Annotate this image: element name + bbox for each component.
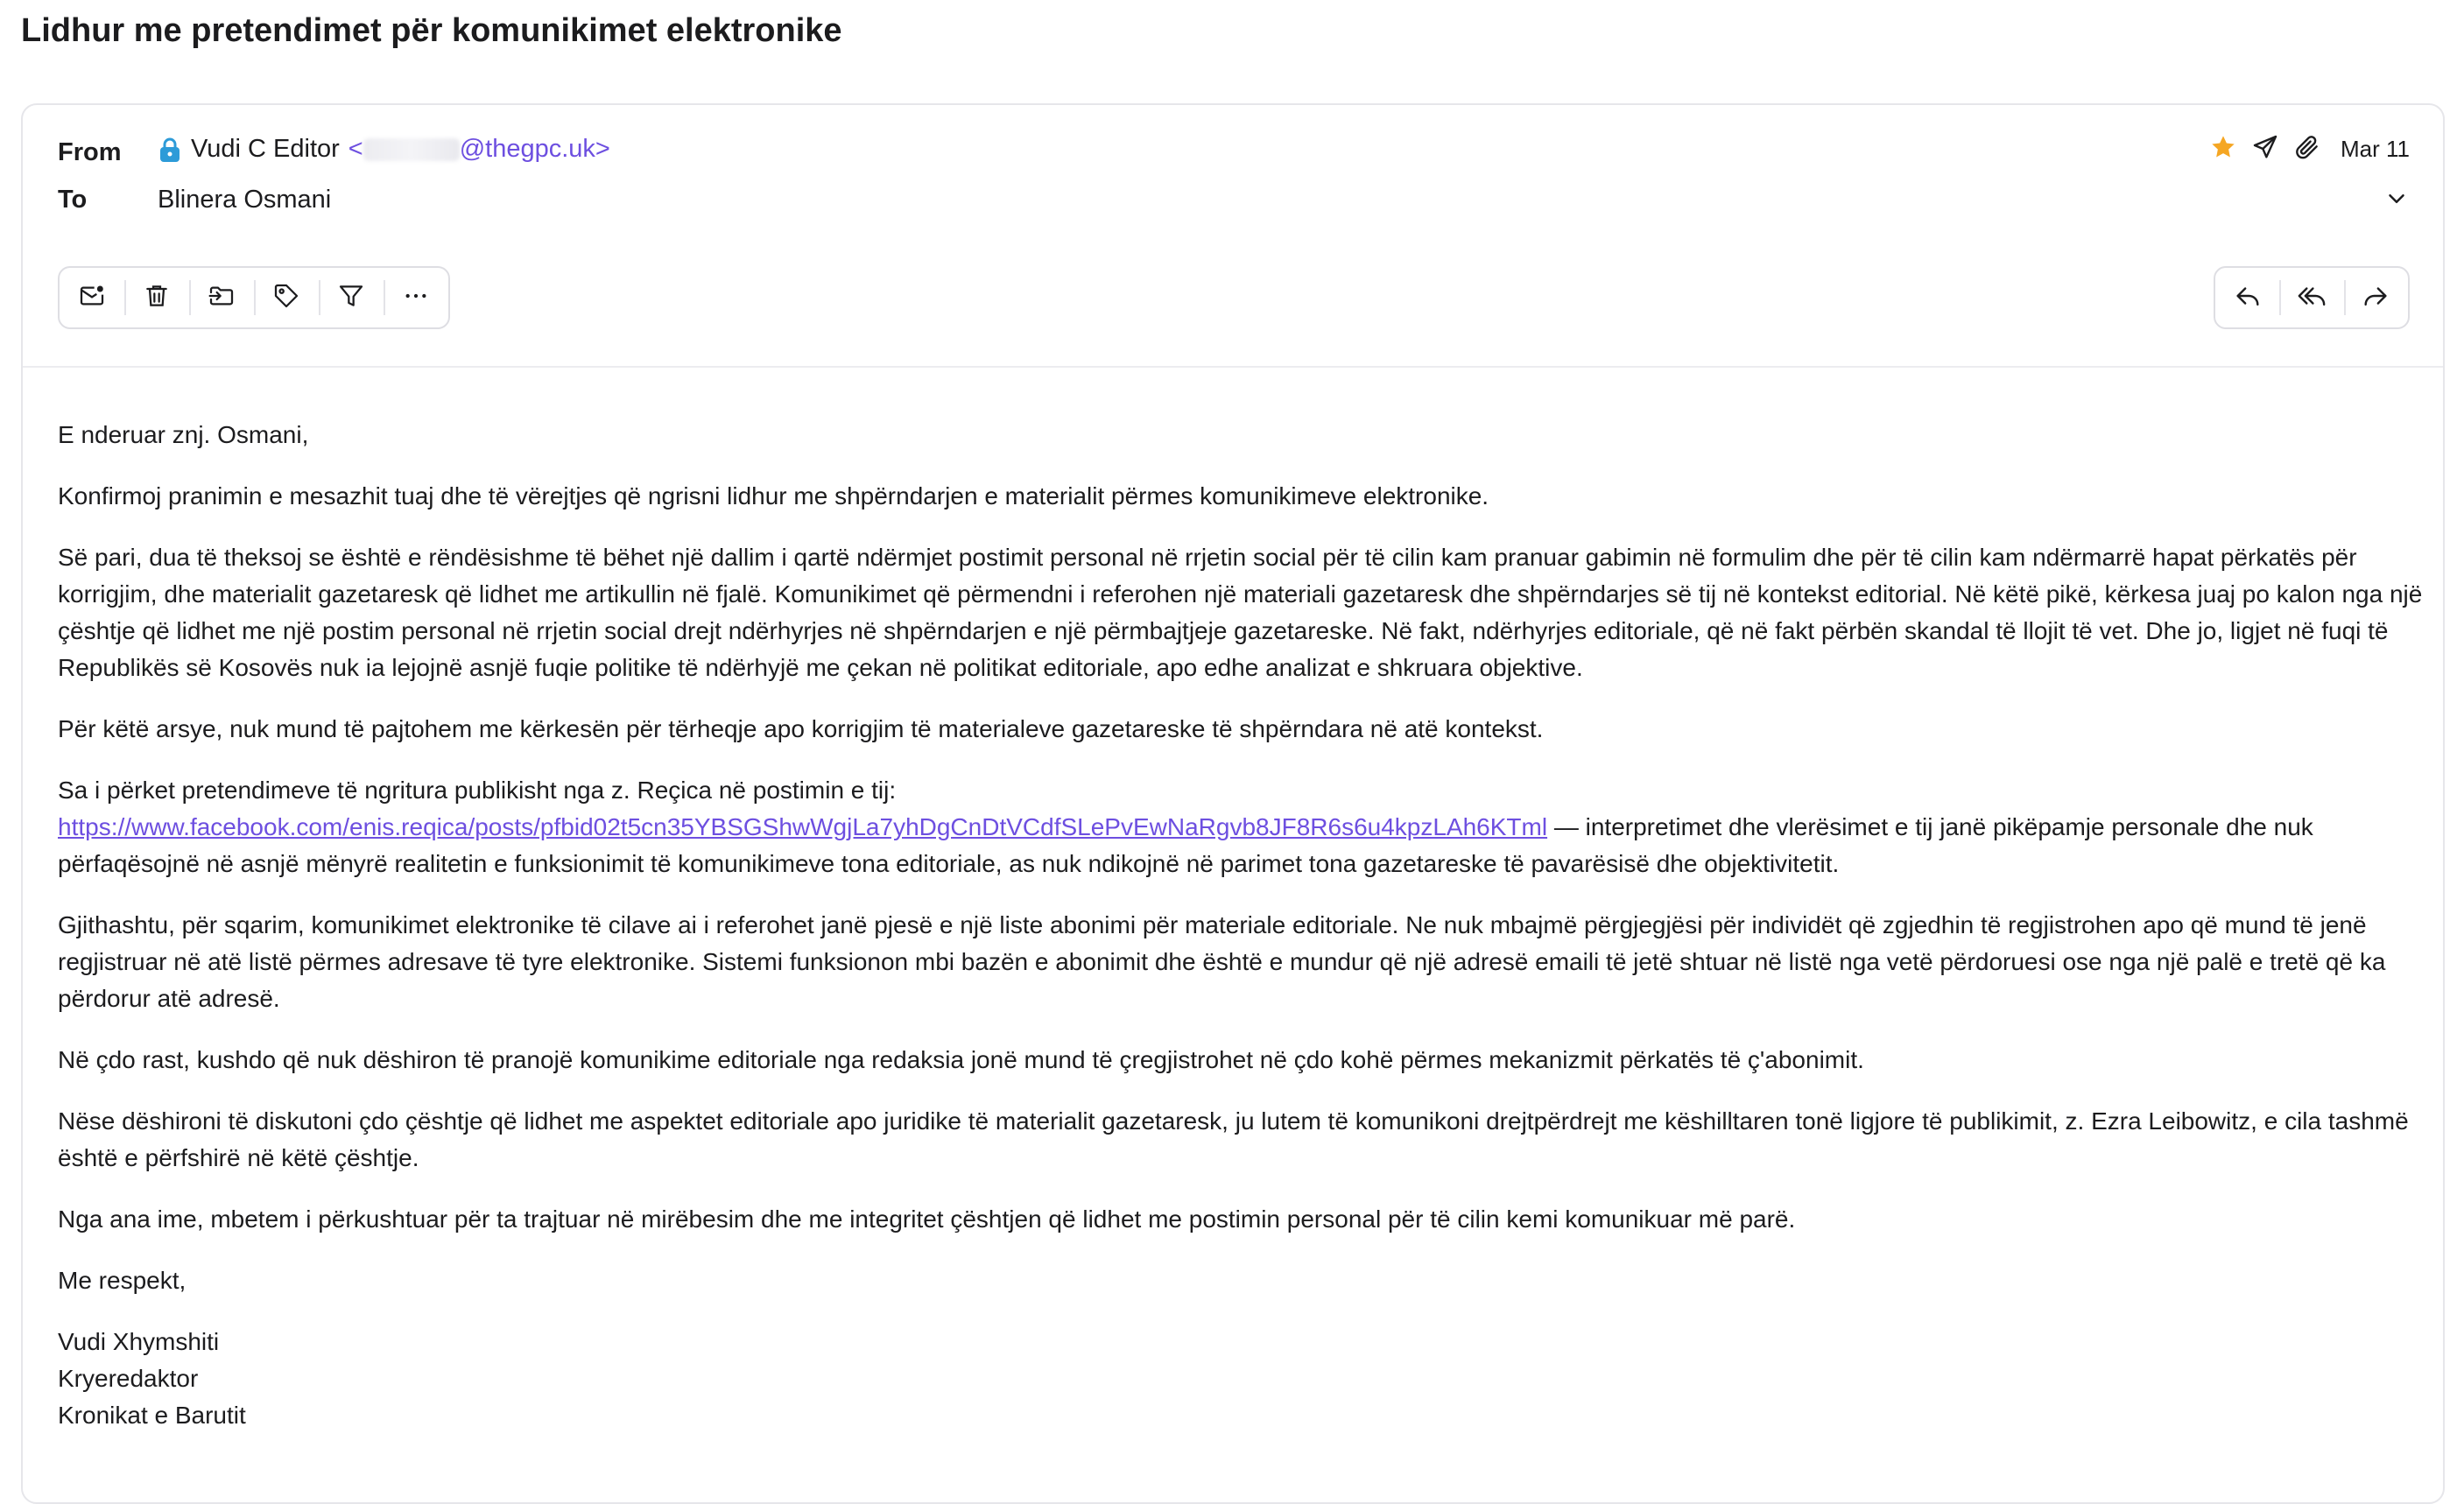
reply-all-button[interactable] [2279,268,2343,327]
message-date: Mar 11 [2341,136,2410,162]
paperclip-icon [2293,133,2321,165]
more-icon [402,282,430,314]
reply-all-icon [2297,281,2327,315]
send-icon [2251,133,2279,165]
sender[interactable] [158,135,610,164]
move-button[interactable] [189,268,254,327]
email-card [21,103,2445,1504]
email-subject: Lidhur me pretendimet për komunikimet elektronike [21,12,842,49]
from-label: From [58,138,122,166]
paragraph-4-rest: — interpretimet dhe vlerësimet e tij janë pikëpamje personale dhe nuk përfaqësojnë në asnjë mënyrë realitetin e funksionimit të komunikimeve tona editoriale, as nuk ndikojnë në parimet tona gazetareske të pavarësisë dhe objektivitetit. [58,813,2313,877]
move-icon [208,282,236,314]
sender-email-open: < [348,135,363,163]
sender-name: Vudi C Editor [191,135,340,163]
star-icon[interactable] [2209,133,2237,165]
sender-email[interactable] [348,135,610,164]
paragraph-6: Në çdo rast, kushdo që nuk dëshiron të pranojë komunikime editoriale nga redaksia jonë mund të çregjistrohet në çdo kohë përmes mekanizmit përkatës të ç'abonimit. [58,1046,1864,1073]
message-body [58,417,2431,1458]
chevron-down-icon[interactable] [2383,186,2410,216]
recipient-name[interactable]: Blinera Osmani [158,186,332,214]
tag-icon [272,282,300,314]
reply-toolbar [2214,266,2410,329]
facebook-post-link[interactable]: https://www.facebook.com/enis.reqica/posts/pfbid02t5cn35YBSGShwWgjLa7yhDgCnDtVCdfSLePvEwNaRgvb8JF8R6s6u4kpzLAh6KTml [58,813,1548,840]
greeting: E nderuar znj. Osmani, [58,421,309,448]
paragraph-7: Nëse dëshironi të diskutoni çdo çështje që lidhet me aspektet editoriale apo juridike të materialit gazetaresk, ju lutem të komunikoni drejtpërdrejt me këshilltaren tonë ligjore të publikimit, z. Ezra Leibowitz, e cila tashmë është e përfshirë në këtë çështje. [58,1107,2409,1171]
paragraph-3: Për këtë arsye, nuk mund të pajtohem me kërkesën për tërheqje apo korrigjim të materialeve gazetareske të shpërndara në atë kontekst. [58,715,1544,742]
message-status [2209,133,2410,165]
paragraph-2: Së pari, dua të theksoj se është e rëndësishme të bëhet një dallim i qartë ndërmjet postimit personal në rrjetin social për të cilin kam pranuar gabimin në formulim dhe për të cilin kam ndërmarrë hapat përkatës për korrigjim, dhe materialit gazetaresk që lidhet me artikullin në fjalë. Komunikimet që përmendni i referohen një materiali gazetaresk dhe shpërndarjes së tij në kontekst editorial. Në këtë pikë, kërkesa juaj po kalon nga një çështje që lidhet me një postim personal në rrjetin social drejt ndërhyrjes në shpërndarjen e një përmbajtjeje gazetareske. Në fakt, ndërhyrjes editoriale, që në fakt përbën skandal të llojit të vet. Dhe jo, ligjet në fuqi të Republikës së Kosovës nuk ia lejojnë asnjë fuqie politike të ndërhyjë me çekan në politikat editoriale, apo edhe analizat e shkruara objektive. [58,544,2423,681]
more-button[interactable] [384,268,448,327]
mark-unread-button[interactable] [60,268,124,327]
lock-icon [158,137,182,163]
sender-email-domain: @thegpc.uk> [459,135,610,163]
reply-icon [2233,281,2263,315]
header-divider [23,366,2443,368]
label-button[interactable] [254,268,319,327]
paragraph-4-intro: Sa i përket pretendimeve të ngritura publikisht nga z. Reçica në postimin e tij: [58,777,897,804]
paragraph-8: Nga ana ime, mbetem i përkushtuar për ta trajtuar në mirëbesim dhe me integritet çështjen që lidhet me postimin personal për të cilin kemi komunikuar më parë. [58,1205,1796,1233]
delete-button[interactable] [124,268,189,327]
forward-button[interactable] [2344,268,2408,327]
reply-button[interactable] [2215,268,2279,327]
signature-org: Kronikat e Barutit [58,1402,246,1429]
paragraph-4 [58,772,2431,882]
trash-icon [143,282,171,314]
mark-unread-icon [78,282,106,314]
to-label: To [58,186,88,214]
signature-title: Kryeredaktor [58,1365,199,1392]
filter-icon [337,282,365,314]
paragraph-1: Konfirmoj pranimin e mesazhit tuaj dhe të vërejtjes që ngrisni lidhur me shpërndarjen e materialit përmes komunikimeve elektronike. [58,482,1489,510]
filter-button[interactable] [319,268,384,327]
closing: Me respekt, [58,1267,187,1294]
signature-name: Vudi Xhymshiti [58,1328,220,1355]
message-toolbar [58,266,450,329]
redacted-text [363,138,460,161]
forward-icon [2361,281,2390,315]
signature [58,1324,2431,1434]
paragraph-5: Gjithashtu, për sqarim, komunikimet elektronike të cilave ai i referohet janë pjesë e një liste abonimi për materiale editoriale. Ne nuk mbajmë përgjegjësi për individët që zgjedhin të regjistrohen apo që mund të jenë regjistruar në atë listë përmes adresave të tyre elektronike. Sistemi funksionon mbi bazën e abonimit dhe është e mundur që një adresë emaili të jetë shtuar në listë nga vetë përdoruesi ose nga një palë e tretë që ka përdorur atë adresë. [58,911,2386,1012]
